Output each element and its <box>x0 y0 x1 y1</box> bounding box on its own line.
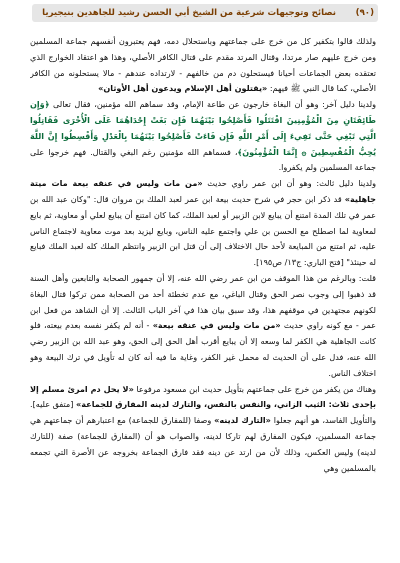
paragraph <box>30 176 376 271</box>
text-run: وصفا (للمفارق للجماعة) مع اعتبارهم أن جماعتهم هي جماعة المسلمين، فيكون المفارق لهم تاركا لدينه، والصواب هو أن (المفارق للجماعة) صفة (للتارك لدينه) وليس العكس، وذلك لأن من ارتد عن دينه فقد فارق الجماعة بخروجه عن الأصرة التي تجمعه بالمسلمين وهي <box>30 415 376 473</box>
hadith-quote: «من مات وليس في عنقه بيعة» <box>152 320 281 331</box>
hadith-quote: «يقتلون أهل الإسلام ويدعون أهل الأوثان» <box>98 83 268 94</box>
quran-verse: ﴿وَإِن طَائِفَتَانِ مِنَ الْمُؤْمِنِينَ اقْتَتَلُوا فَأَصْلِحُوا بَيْنَهُمَا فَإِن بَغَتْ إِحْدَاهُمَا عَلَى الْأُخْرَى فَقَاتِلُوا الَّتِي تَبْغِي حَتَّى تَفِيءَ إِلَى أَمْرِ اللَّهِ فَإِن فَاءَتْ فَأَصْلِحُوا بَيْنَهُمَا بِالْعَدْلِ وَأَقْسِطُوا إِنَّ اللَّهَ يُحِبُّ الْمُقْسِطِينَ ۞ إِنَّمَا الْمُؤْمِنُونَ﴾ <box>30 99 376 157</box>
paragraph <box>30 34 376 97</box>
text-run: ولدينا دليل آخر: وهو أن البغاة خارجون عن طاعة الإمام، وقد سماهم الله مؤمنين، فقال تعالى <box>49 99 376 110</box>
text-run: قد ذكر ابن حجر في شرح حديث بيعة ابن عمر لعبد الملك بن مروان قال: "وكان عبد الله بن عمر في تلك المدة امتنع أن يبايع لابن الزبير أو لعبد الملك، كما كان امتنع أن يبايع لعلي أو معاوية، ثم بايع لمعاوية لما اصطلح مع الحسن بن علي واجتمع عليه الناس، وبايع ليزيد بعد موت معاوية لاجتماع الناس عليه، ثم امتنع من المبايعة لأحد حال الاختلاف إلى أن قتل ابن الزبير وانتظم الملك كله لعبد الملك فبايع له حينئذ" [فتح الباري: ج١٣/ ص١٩٥]. <box>30 193 376 268</box>
paragraph <box>30 271 376 382</box>
hadith-quote: «من مات وليس في عنقه بيعة مات ميتة جاهلية» <box>30 178 376 204</box>
text-run: - أنه لم يكفر نفسه بعدم بيعته، فلو كانت الجاهلية هي الكفر لما وسعه إلا أن يبايع أقرب أهل الحق إلى الحق، وهو عبد الله بن الزبير رضي الله عنه، فدل على أن الحديث له محمل غير الكفر، وغاية ما فيه أنه كان له تأويل في ترك البيعة وهو اختلاف الناس. <box>30 320 376 378</box>
text-run: وهناك من يكفر من خرج على جماعتهم بتأويل حديث ابن مسعود مرفوعا <box>133 383 376 394</box>
running-title: نصائح وتوجيهات شرعية من الشيخ أبي الحسن رشيد للجاهدين بنيجيريا <box>42 8 336 18</box>
text-run: ولدينا دليل ثالث: وهو أن ابن عمر راوي حديث <box>202 178 376 189</box>
text-run: [متفق عليه]. والتأويل الفاسد، هو أنهم جعلوا <box>30 399 376 426</box>
text-run: قلت: وبالرغم من هذا الموقف من ابن عمر رضي الله عنه، إلا أن جمهور الصحابة والتابعين وأهل السنة قد ذهبوا إلى وجوب نصر الحق وقتال الباغي، مع عدم تخطئة أحد من الصحابة ممن تركوا قتال البغاة لكونهم مجتهدين في موقفهم هذا، وقد سبق بيان هذا في آخر الباب الثالث. إلا أن الشاهد من فعل ابن عمر - مع كونه راوي حديث <box>30 272 376 331</box>
paragraph <box>30 382 376 477</box>
text-run: ، فسماهم الله مؤمنين رغم البغي والقتال. فهم خرجوا على جماعة المسلمين ولم يكفروا. <box>30 146 376 173</box>
text-run: ولذلك قالوا بتكفير كل من خرج على جماعتهم وباستحلال دمه، فهم يعتبرون أنفسهم جماعة المسلمين ومن خرج عليهم صار مرتدا، وقتال المرتد مقدم على قتال الكافر الأصلي، وهذا هو اعتقاد الخوارج الذي تعتقده بعض الجماعات أحيانا فيستحلون دم من خالفهم - لارتداده عندهم - مالا يستحلونه من الكافر الأصلي، كما قال النبي ﷺ فيهم: <box>30 36 376 94</box>
body-text <box>30 34 376 549</box>
page-number: (٩٠) <box>355 8 374 18</box>
paragraph <box>30 97 376 176</box>
hadith-quote: «لا يحل دم امرئ مسلم إلا بإحدى ثلاث: الثيب الزاني، والنفس بالنفس، والتارك لدينه المفارق للجماعة» <box>30 383 376 410</box>
hadith-quote: «التارك لدينه» <box>214 415 271 426</box>
